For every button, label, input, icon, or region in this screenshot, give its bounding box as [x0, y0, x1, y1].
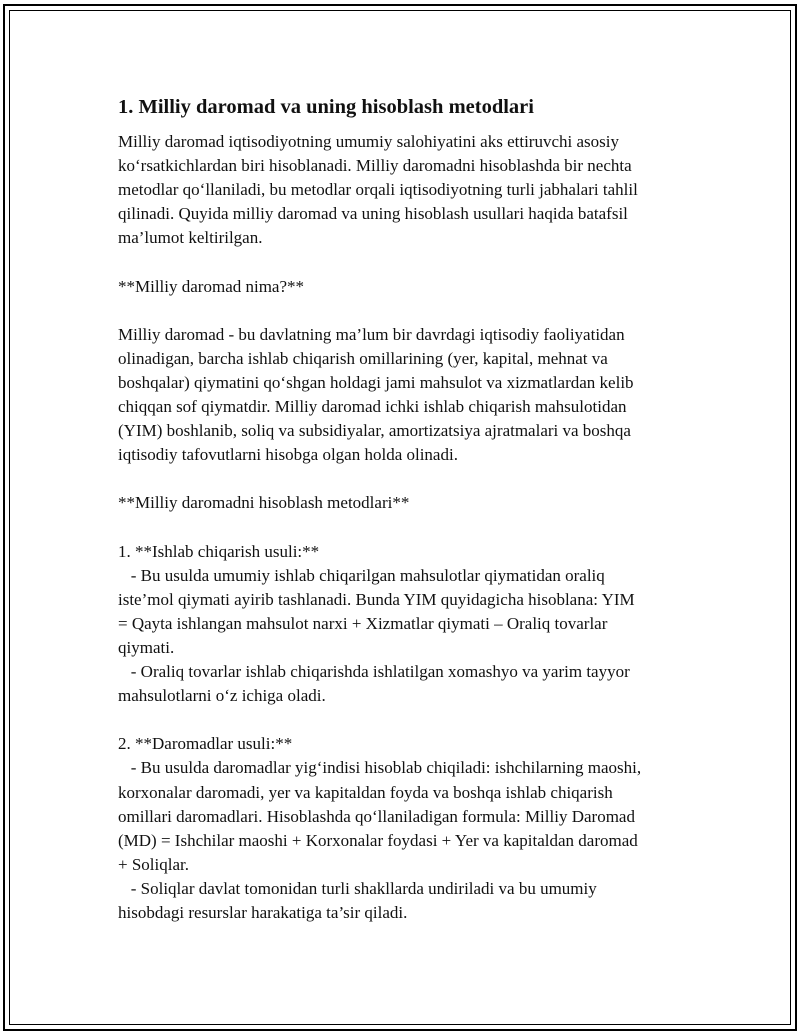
method-production [118, 540, 698, 709]
text-line: ko‘rsatkichlardan biri hisoblanadi. Milliy daromadni hisoblashda bir nechta [118, 156, 632, 176]
text-line: + Soliqlar. [118, 854, 189, 874]
text-line: - Soliqlar davlat tomonidan turli shakllarda undiriladi va bu umumiy [118, 878, 597, 898]
text-line: omillari daromadlari. Hisoblashda qo‘llaniladigan formula: Milliy Daromad [118, 806, 635, 826]
text-line: - Bu usulda daromadlar yig‘indisi hisoblab chiqiladi: ishchilarning maoshi, [118, 758, 642, 778]
text-line: Milliy daromad iqtisodiyotning umumiy salohiyatini aks ettiruvchi asosiy [118, 132, 619, 151]
text-line: qilinadi. Quyida milliy daromad va uning hisoblash usullari haqida batafsil [118, 204, 628, 224]
text-line: qiymati. [118, 637, 175, 657]
text-line: ma’lumot keltirilgan. [118, 228, 263, 248]
text-line: mahsulotlarni o‘z ichiga oladi. [118, 686, 326, 706]
text-line: Milliy daromad - bu davlatning ma’lum bir davrdagi iqtisodiy faoliyatidan [118, 324, 625, 344]
text-line: korxonalar daromadi, yer va kapitaldan foyda va boshqa ishlab chiqarish [118, 782, 613, 802]
text-line: olinadigan, barcha ishlab chiqarish omillarining (yer, kapital, mehnat va [118, 348, 608, 368]
text-line: metodlar qo‘llaniladi, bu metodlar orqali iqtisodiyotning turli jabhalari tahlil [118, 180, 638, 200]
text-line: - Bu usulda umumiy ishlab chiqarilgan mahsulotlar qiymatidan oraliq [118, 565, 605, 585]
text-line: (MD) = Ishchilar maoshi + Korxonalar foydasi + Yer va kapitaldan daromad [118, 830, 638, 850]
definition-paragraph [118, 323, 698, 468]
text-line: **Milliy daromad nima?** [118, 276, 305, 296]
text-line: **Milliy daromadni hisoblash metodlari** [118, 493, 410, 513]
text-line: - Oraliq tovarlar ishlab chiqarishda ishlatilgan xomashyo va yarim tayyor [118, 662, 630, 682]
text-line: 2. **Daromadlar usuli:** [118, 734, 293, 754]
intro-paragraph [118, 130, 698, 250]
subheading-methods [118, 491, 698, 515]
text-line: = Qayta ishlangan mahsulot narxi + Xizmatlar qiymati – Oraliq tovarlar [118, 613, 608, 633]
text-line: boshqalar) qiymatini qo‘shgan holdagi jami mahsulot va xizmatlardan kelib [118, 372, 634, 392]
method-income [118, 732, 698, 925]
text-line: (YIM) boshlanib, soliq va subsidiyalar, amortizatsiya ajratmalari va boshqa [118, 421, 631, 441]
text-line: iqtisodiy tafovutlarni hisobga olgan holda olinadi. [118, 445, 458, 465]
document-body [118, 94, 698, 925]
text-line: 1. **Ishlab chiqarish usuli:** [118, 541, 320, 561]
section-title: 1. Milliy daromad va uning hisoblash metodlari [118, 96, 534, 118]
subheading-what-is [118, 275, 698, 299]
text-line: iste’mol qiymati ayirib tashlanadi. Bunda YIM quyidagicha hisoblana: YIM [118, 589, 635, 609]
text-line: hisobdagi resurslar harakatiga ta’sir qiladi. [118, 903, 408, 922]
text-line: chiqqan sof qiymatdir. Milliy daromad ichki ishlab chiqarish mahsulotidan [118, 397, 627, 417]
